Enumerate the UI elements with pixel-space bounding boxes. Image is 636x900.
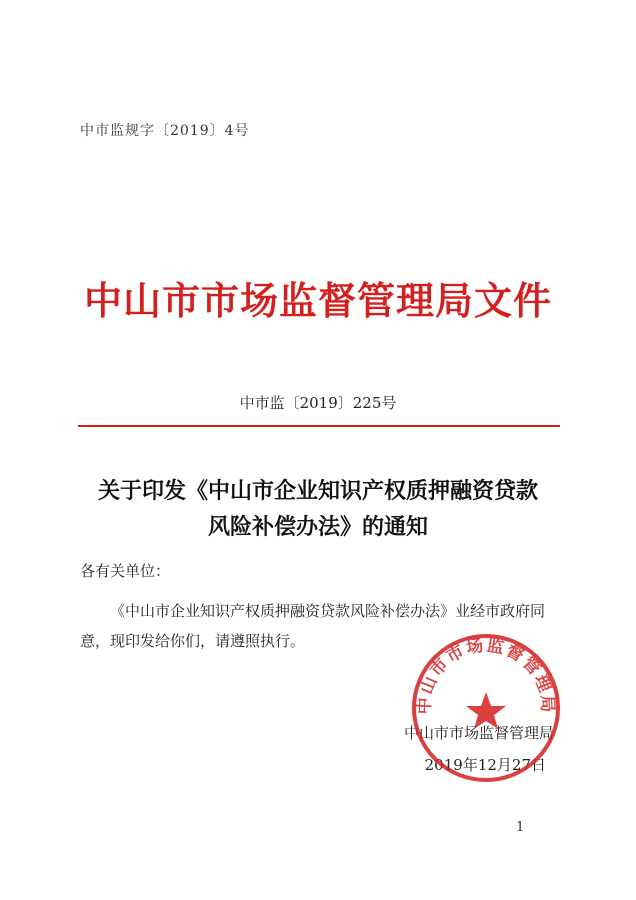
header-title: 中山市市场监督管理局文件 [83, 279, 552, 323]
red-divider [78, 425, 560, 427]
signature-date: 2019年12月27日 [424, 756, 546, 774]
doc-title-line-1: 关于印发《中山市企业知识产权质押融资贷款 [97, 479, 538, 504]
official-seal [408, 630, 564, 786]
page-number: 1 [516, 820, 525, 835]
body-paragraph: 《中山市企业知识产权质押融资贷款风险补偿办法》业经市政府同意，现印发给你们，请遵照执行。 [80, 602, 546, 650]
doc-code: 中市监规字〔2019〕4号 [80, 123, 250, 139]
doc-title-line-2: 风险补偿办法》的通知 [207, 515, 428, 540]
salutation: 各有关单位： [80, 562, 171, 580]
seal-star [466, 692, 506, 729]
seal-text: 中山市市场监督管理局 [414, 635, 558, 715]
doc-title [60, 474, 576, 546]
doc-number: 中市监〔2019〕225号 [239, 394, 397, 412]
signature-organization: 中山市市场监督管理局 [403, 724, 554, 742]
